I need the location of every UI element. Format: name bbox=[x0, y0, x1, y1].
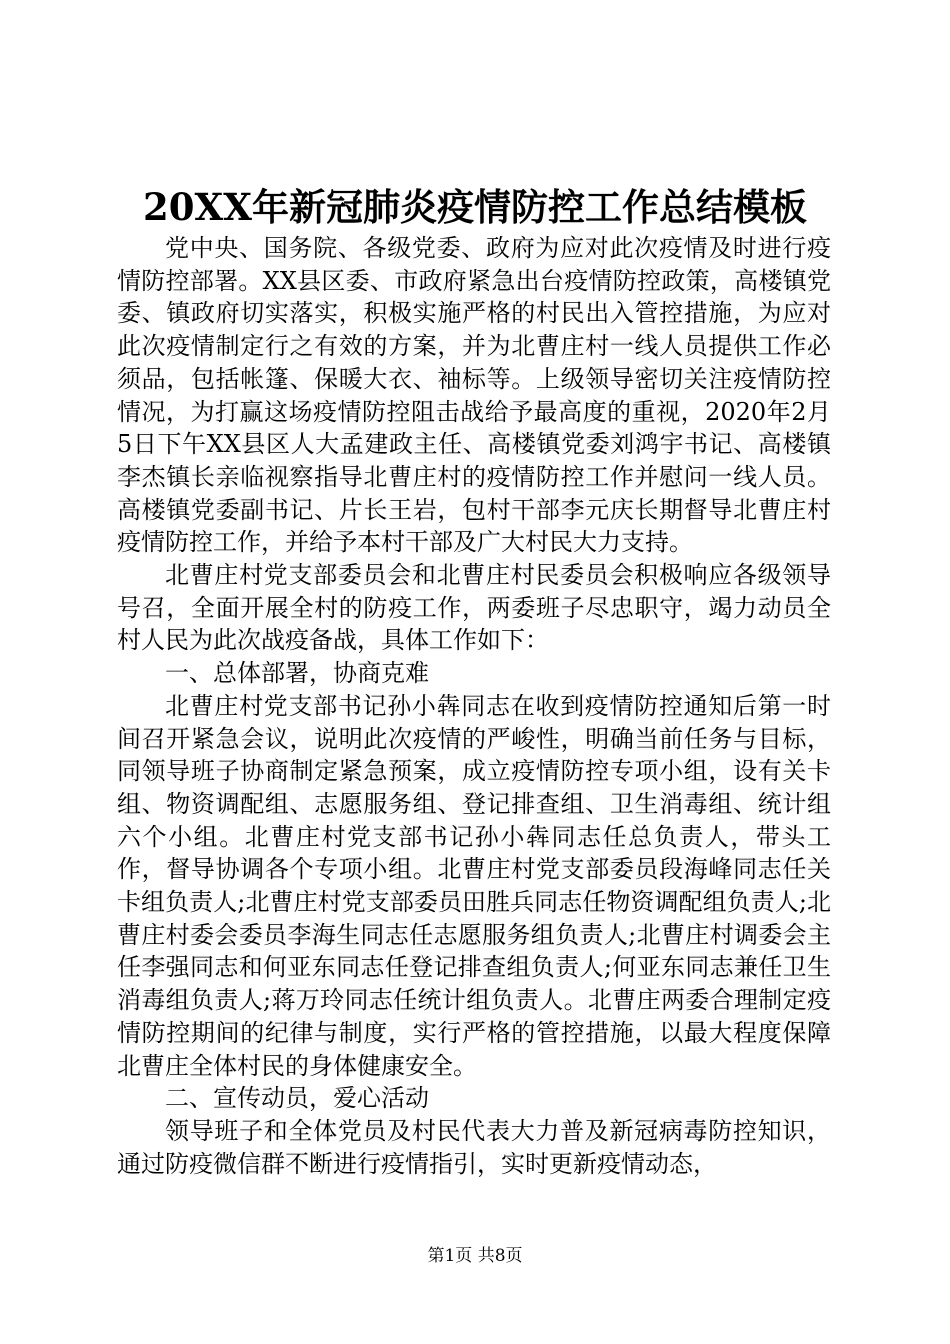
paragraph: 党中央、国务院、各级党委、政府为应对此次疫情及时进行疫情防控部署。XX县区委、市政府紧急出台疫情防控政策，高楼镇党委、镇政府切实落实，积极实施严格的村民出入管控措施，为应对此次疫情制定行之有效的方案，并为北曹庄村一线人员提供工作必须品，包括帐篷、保暖大衣、袖标等。上级领导密切关注疫情防控情况，为打赢这场疫情防控阻击战给予最高度的重视，2020年2月5日下午XX县区人大孟建政主任、高楼镇党委刘鸿宇书记、高楼镇李杰镇长亲临视察指导北曹庄村的疫情防控工作并慰问一线人员。高楼镇党委副书记、片长王岩，包村干部李元庆长期督导北曹庄村疫情防控工作，并给予本村干部及广大村民大力支持。 bbox=[117, 234, 831, 557]
page-number-footer: 第1页 共8页 bbox=[427, 1246, 523, 1266]
document-title: 20XX年新冠肺炎疫情防控工作总结模板 bbox=[143, 185, 807, 229]
section-heading: 一、总体部署，协商克难 bbox=[165, 659, 429, 688]
paragraph: 领导班子和全体党员及村民代表大力普及新冠病毒防控知识，通过防疫微信群不断进行疫情指引，实时更新疫情动态， bbox=[117, 1116, 831, 1178]
paragraph: 北曹庄村党支部委员会和北曹庄村民委员会积极响应各级领导号召，全面开展全村的防疫工作，两委班子尽忠职守，竭力动员全村人民为此次战疫备战，具体工作如下： bbox=[117, 561, 831, 655]
paragraph: 北曹庄村党支部书记孙小犇同志在收到疫情防控通知后第一时间召开紧急会议，说明此次疫情的严峻性，明确当前任务与目标，同领导班子协商制定紧急预案，成立疫情防控专项小组，设有关卡组、物资调配组、志愿服务组、登记排查组、卫生消毒组、统计组六个小组。北曹庄村党支部书记孙小犇同志任总负责人，带头工作，督导协调各个专项小组。北曹庄村党支部委员段海峰同志任关卡组负责人;北曹庄村党支部委员田胜兵同志任物资调配组负责人;北曹庄村委会委员李海生同志任志愿服务组负责人;北曹庄村调委会主任李强同志和何亚东同志任登记排查组负责人;何亚东同志兼任卫生消毒组负责人;蒋万玲同志任统计组负责人。北曹庄两委合理制定疫情防控期间的纪律与制度，实行严格的管控措施，以最大程度保障北曹庄全体村民的身体健康安全。 bbox=[117, 691, 831, 1080]
section-heading: 二、宣传动员，爱心活动 bbox=[165, 1084, 429, 1113]
document-body bbox=[117, 232, 831, 1180]
